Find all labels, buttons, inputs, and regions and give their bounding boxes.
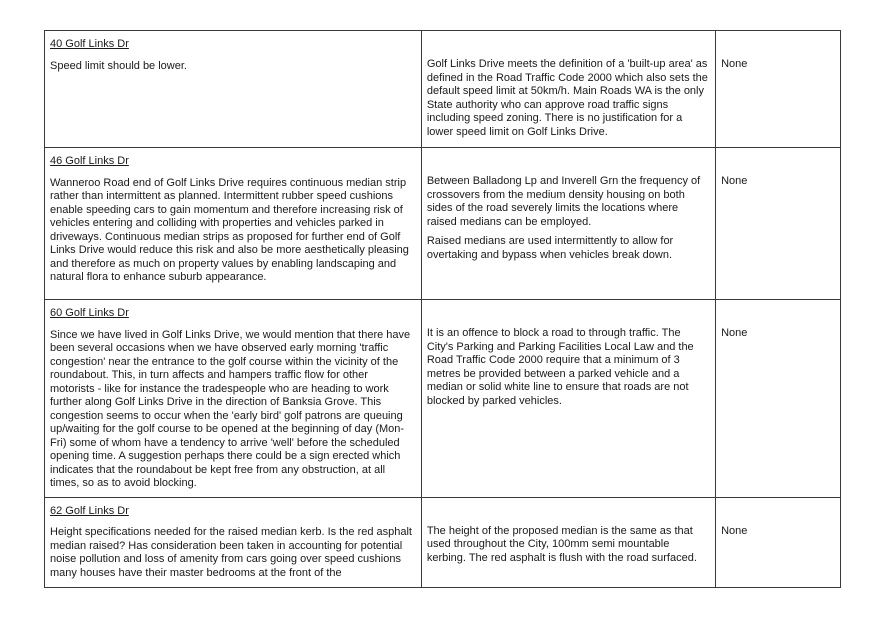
action-cell bbox=[716, 31, 841, 148]
action-text: None bbox=[721, 58, 748, 70]
table-row bbox=[45, 300, 841, 498]
submitter-address: 62 Golf Links Dr bbox=[50, 504, 129, 517]
response-cell bbox=[421, 148, 715, 300]
submission-cell bbox=[45, 300, 422, 498]
table-row bbox=[45, 148, 841, 300]
response-text: Golf Links Drive meets the definition of a 'built-up area' as defined in the Road Traffic Code 2000 which also sets the default speed limit at 50km/h. Main Roads WA is the only State authority who can approve road traffic signs including speed zoning. There is no justification for a lower speed limit on Golf Links Drive. bbox=[426, 58, 708, 138]
submitter-address: 40 Golf Links Dr bbox=[50, 38, 129, 50]
response-text: It is an offence to block a road to through traffic. The City's Parking and Parking Facilities Local Law and the Road Traffic Code 2000 require that a minimum of 3 metres be provided between a parked vehicle and a median or solid white line to ensure that roads are not blocked by parked vehicles. bbox=[426, 327, 694, 407]
submitter-address: 60 Golf Links Dr bbox=[50, 307, 129, 319]
response-text: Raised medians are used intermittently to allow for overtaking and bypass when vehicles break down. bbox=[426, 235, 674, 261]
action-cell bbox=[716, 148, 841, 300]
action-text: None bbox=[721, 524, 748, 537]
action-cell bbox=[716, 497, 841, 587]
submission-text: Height specifications needed for the raised median kerb. Is the red asphalt median raised? Has consideration been taken in accounting for potential noise pollution and loss of amenity from cars going over speed cushions many houses have their master bedrooms at the front of the bbox=[50, 526, 412, 579]
submission-cell bbox=[45, 497, 422, 587]
action-cell bbox=[716, 300, 841, 498]
submissions-table bbox=[44, 30, 841, 588]
response-cell bbox=[421, 31, 715, 148]
submission-text: Wanneroo Road end of Golf Links Drive requires continuous median strip rather than intermittent as planned. Intermittent rubber speed cushions enable speeding cars to gain momentum and therefore increasing risk of vehicles entering and colliding with properties and vehicles parked in driveways. Continuous median strips as proposed for further end of Golf Links Drive would reduce this risk and also be more aesthetically pleasing and therefore as much on property values by enabling landscaping and natural flora to enhance suburb appearance. bbox=[50, 176, 409, 283]
submission-cell bbox=[45, 148, 422, 300]
table-row bbox=[45, 497, 841, 587]
response-cell bbox=[421, 497, 715, 587]
action-text: None bbox=[721, 327, 748, 339]
submission-text: Since we have lived in Golf Links Drive, we would mention that there have been several occasions when we have observed early morning 'traffic congestion' near the entrance to the golf course within the vicinity of the roundabout. This, in turn affects and hampers traffic flow for other motorists - like for instance the tradespeople who are heading to work further along Golf Links Drive in the direction of Banksia Grove. This congestion seems to occur when the 'early bird' golf patrons are queuing up/waiting for the golf course to be opened at the beginning of day (Mon-Fri) some of whom have a tendency to arrive 'well' before the scheduled opening time. A suggestion perhaps there could be a sign erected which indicates that the roundabout be kept free from any obstruction, at all times, so as to avoid blocking. bbox=[50, 328, 411, 489]
response-cell bbox=[421, 300, 715, 498]
action-text: None bbox=[721, 175, 748, 187]
submitter-address: 46 Golf Links Dr bbox=[50, 155, 129, 167]
table-row bbox=[45, 31, 841, 148]
submission-text: Speed limit should be lower. bbox=[50, 59, 187, 72]
submission-cell bbox=[45, 31, 422, 148]
response-text: The height of the proposed median is the same as that used throughout the City, 100mm semi mountable kerbing. The red asphalt is flush with the road surfaced. bbox=[426, 524, 697, 564]
response-text: Between Balladong Lp and Inverell Grn the frequency of crossovers from the medium density housing on both sides of the road severely limits the locations where raised medians can be employed. bbox=[426, 175, 701, 228]
